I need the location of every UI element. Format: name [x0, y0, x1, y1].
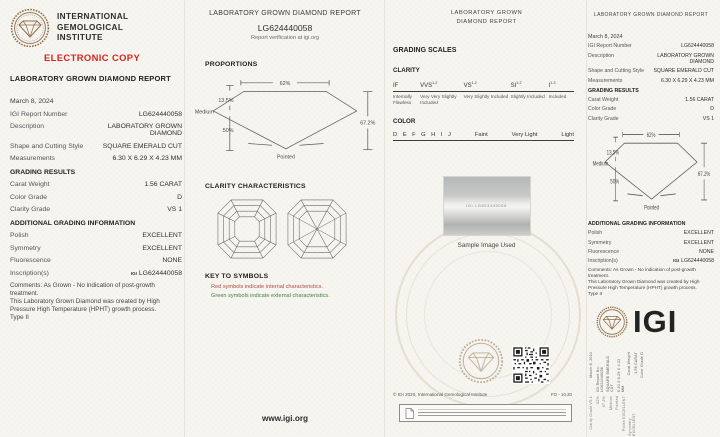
field-value: LABORATORY GROWN DIAMOND [107, 123, 182, 137]
qr-code [512, 346, 550, 384]
proportions-heading: PROPORTIONS [205, 61, 258, 68]
field-row-description [10, 123, 182, 137]
field-value: SQUARE EMERALD CUT [102, 142, 182, 150]
field-label: Carat Weight [10, 181, 50, 188]
field-row-report-number [10, 111, 182, 118]
color-scale: D E F G H I J Faint Very Light Light [393, 132, 574, 139]
report-title: LABORATORY GROWN DIAMOND REPORT [10, 74, 171, 83]
panel2-header [185, 0, 385, 41]
svg-text:13.5%: 13.5% [606, 149, 620, 157]
field-value: D [177, 193, 182, 201]
pavilion-view-diagram [287, 198, 347, 260]
table-percent: 62% [279, 80, 291, 87]
field-row-symmetry: Symmetry EXCELLENT [588, 239, 714, 246]
field-value: IGI LG624440058 [130, 269, 182, 277]
field-row-inscription [10, 270, 182, 277]
field-label: Shape and Cutting Style [10, 142, 84, 150]
report-date: March 8, 2024 [588, 34, 623, 40]
field-label: Description [10, 123, 44, 130]
panel-summary [588, 0, 714, 437]
key-to-symbols-heading: KEY TO SYMBOLS [205, 273, 269, 280]
report-date: March 8, 2024 [10, 98, 54, 105]
footer-row [393, 392, 572, 397]
field-row-measurements [10, 155, 182, 162]
disclaimer-fine-print [418, 409, 566, 418]
copyright-text: © IGI 2020, International Gemological Institute [393, 392, 488, 397]
color-letters: D E F G H I J [393, 132, 451, 139]
electronic-copy-label: ELECTRONIC COPY [44, 52, 141, 63]
rotated-summary-strip: Clarity Grade VS 1 62% 67.2% Medium Pointed Polish EXCELLENT Symmetry EXCELLENT [589, 396, 636, 436]
culet-label: Pointed [276, 154, 295, 161]
proportions-diagram [193, 74, 385, 167]
svg-text:50%: 50% [610, 178, 620, 186]
rotated-summary-strip: March 8, 2024 IGI Report No. LG624440058 SQUARE EMERALD CUT 6.30 X 6.29 X 4.23 MM Carat Weight 1.56 CARAT Color Grade D [589, 352, 644, 392]
clarity-scale-grades: IF VVS$^{1-2}$ VS$^{1-2}$ SI$^{1-2}$ $I^{1-3}$ [393, 80, 556, 89]
field-label: Polish [10, 232, 29, 239]
field-value: LG624440058 [138, 110, 182, 118]
crown-view-diagram [217, 198, 277, 260]
svg-text:62%: 62% [646, 132, 656, 140]
field-value: 1.56 CARAT [144, 181, 182, 188]
igi-logo-text: IGI [633, 304, 678, 340]
field-row-carat [10, 181, 182, 188]
panel-grading-scales [385, 0, 588, 437]
field-row-shape [10, 143, 182, 150]
field-label: Clarity Grade [10, 206, 51, 213]
field-row-report-number: IGI Report Number LG624440058 [588, 43, 714, 50]
panel3-header: LABORATORY GROWN DIAMOND REPORT [450, 10, 523, 25]
svg-text:Pointed: Pointed [644, 204, 660, 212]
field-value: VS 1 [167, 206, 182, 213]
sample-photo [444, 177, 530, 235]
clarity-scale-line [393, 91, 574, 92]
igi-seal-icon [10, 8, 50, 48]
form-code: FO - 10.20 [551, 392, 572, 397]
comments: Comments: As Grown - No indication of post-growth treatment. This Laboratory Grown Diamond was created by High Pressure High Temperature (HPHT) growth process. Type II [10, 281, 160, 322]
igi-logo [596, 306, 714, 338]
grading-scales-heading: GRADING SCALES [393, 46, 457, 54]
field-row-carat: Carat Weight 1.56 CARAT [588, 96, 714, 103]
field-label: Symmetry [10, 244, 41, 252]
panel4-header: LABORATORY GROWN DIAMOND REPORT [593, 12, 709, 18]
brand-header [10, 8, 182, 48]
field-row-clarity: Clarity Grade VS 1 [588, 115, 714, 122]
clarity-scale-heading: CLARITY [393, 66, 420, 74]
pavilion-percent: 50% [222, 128, 234, 135]
field-label: Measurements [10, 155, 55, 162]
grading-results-heading: GRADING RESULTS [588, 87, 639, 94]
field-row-color [10, 194, 182, 201]
field-value: EXCELLENT [142, 232, 182, 239]
verification-note: Report verification at igi.org [250, 35, 320, 41]
brand-name-line: INSTITUTE [57, 33, 103, 43]
watermark-center-seal-icon [458, 338, 504, 384]
key-internal-note: Red symbols indicate internal characteristics. [211, 284, 323, 290]
field-row-polish [10, 232, 182, 239]
svg-text:Medium: Medium [592, 160, 609, 168]
field-label: Fluorescence [10, 257, 51, 264]
igi-inscription-mark: IGI [673, 258, 680, 264]
igi-inscription-mark: IGI [130, 270, 137, 276]
clarity-characteristics-heading: CLARITY CHARACTERISTICS [205, 183, 306, 190]
field-value: 6.30 X 6.29 X 4.23 MM [112, 155, 182, 162]
sample-caption: Sample Image Used [457, 242, 516, 250]
panel-report-details [10, 8, 182, 322]
field-row-measurements: Measurements 6.30 X 6.29 X 4.23 MM [588, 77, 714, 84]
field-label: Inscription(s) [10, 269, 49, 277]
field-label: Color Grade [10, 193, 48, 201]
girdle-label: Medium [194, 109, 214, 116]
girdle-inscription: IGI LG624440058 [466, 202, 507, 208]
key-external-note: Green symbols indicate external characteristics. [211, 292, 330, 299]
svg-text:67.2%: 67.2% [697, 170, 710, 178]
document-icon [405, 408, 414, 419]
igi-seal-icon [596, 306, 628, 338]
crown-percent: 13.5% [218, 98, 234, 105]
report-number: LG624440058 [257, 23, 313, 33]
field-value: EXCELLENT [142, 244, 182, 252]
field-row-inscription: Inscription(s) IGI LG624440058 [588, 258, 714, 265]
brand-name-line: GEMOLOGICAL [57, 22, 124, 32]
additional-info-heading: ADDITIONAL GRADING INFORMATION [10, 219, 136, 227]
field-row-fluorescence [10, 257, 182, 264]
field-value: NONE [162, 257, 182, 264]
color-scale-heading: COLOR [393, 118, 416, 126]
clarity-plot-diagrams [217, 198, 385, 260]
brand-name [57, 12, 128, 44]
field-row-polish: Polish EXCELLENT [588, 230, 714, 237]
color-scale-line [393, 140, 574, 141]
mini-proportions-diagram [592, 126, 714, 217]
comments: Comments: As Grown - No indication of post-growth treatment. This Laboratory Grown Diamond was created by High Pressure High Temperature (HPHT) growth process. Type II [588, 267, 700, 296]
website-url: www.igi.org [261, 414, 309, 423]
field-label: IGI Report Number [10, 110, 68, 118]
field-row-description: Description LABORATORY GROWN DIAMOND [588, 52, 714, 65]
panel-proportions-clarity [185, 0, 385, 437]
field-row-shape: Shape and Cutting Style SQUARE EMERALD CUT [588, 68, 714, 75]
brand-name-line: INTERNATIONAL [57, 12, 129, 22]
grading-results-heading: GRADING RESULTS [10, 168, 76, 176]
field-row-symmetry [10, 245, 182, 252]
field-row-color: Color Grade D [588, 106, 714, 113]
additional-info-heading: ADDITIONAL GRADING INFORMATION [588, 220, 686, 227]
disclaimer-box [399, 404, 572, 422]
clarity-scale-descriptions: Internally Flawless Very Very Slightly Included Very Slightly Included Slightly Included Included [393, 93, 567, 105]
field-row-fluorescence: Fluorescence NONE [588, 248, 714, 255]
field-row-clarity [10, 206, 182, 213]
report-title: LABORATORY GROWN DIAMOND REPORT [209, 10, 361, 17]
depth-percent: 67.2% [360, 120, 376, 127]
